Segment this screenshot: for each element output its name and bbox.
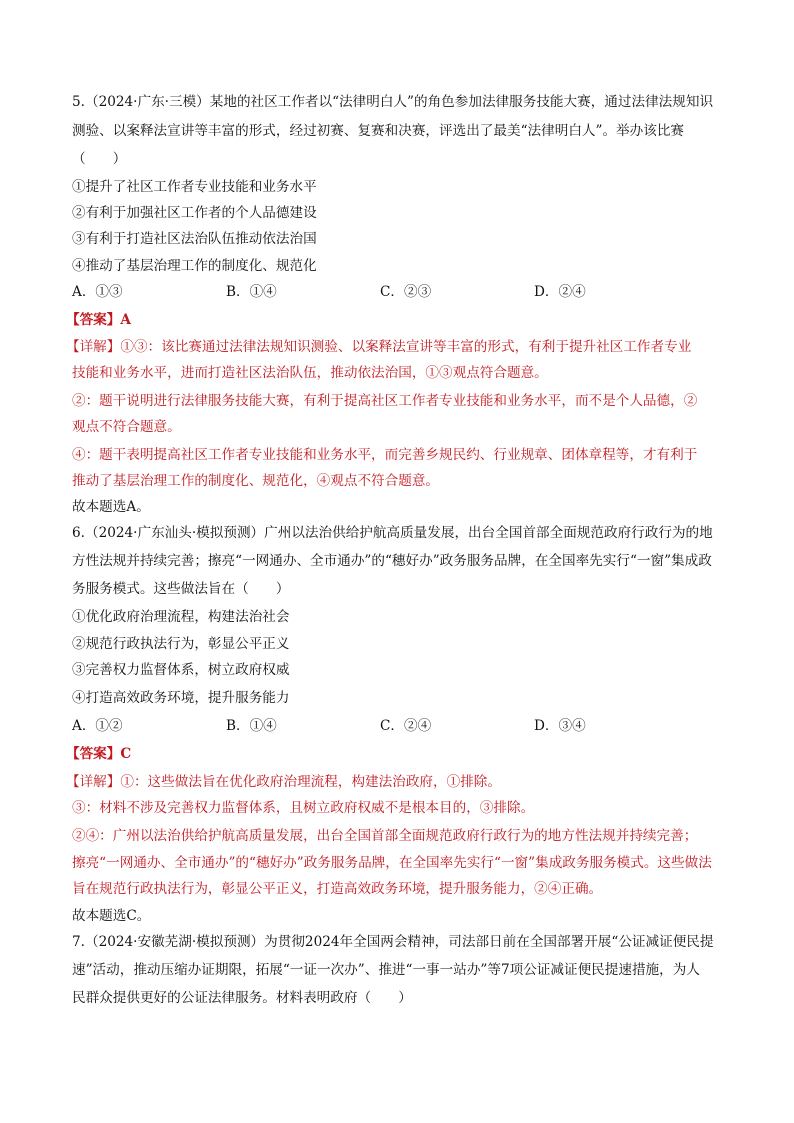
- q6-explain-line-4: 擦亮“一网通办、全市通办”的“穗好办”政务服务品牌，在全国率先实行“一窗”集成政务服务模式。这些做法: [72, 855, 712, 871]
- q6-conclusion: 故本题选C。: [72, 908, 151, 924]
- q6-item-3: ③完善权力监督体系，树立政府权威: [72, 662, 290, 678]
- q5-item-3: ③有利于打造社区法治队伍推动依法治国: [72, 231, 317, 247]
- q5-conclusion: 故本题选A。: [72, 499, 150, 515]
- q6-option-c: C．②④: [380, 718, 432, 734]
- q5-explain-line-1: 【详解】①③：该比赛通过法律法规知识测验、以案释法宣讲等丰富的形式，有利于提升社区工作者专业: [66, 339, 692, 355]
- q5-item-4: ④推动了基层治理工作的制度化、规范化: [72, 258, 317, 274]
- q6-stem-line-3: 务服务模式。这些做法旨在（ ）: [72, 581, 290, 597]
- q6-answer: 【答案】C: [66, 746, 132, 762]
- q5-option-d: D．②④: [534, 284, 586, 300]
- q5-option-a: A．①③: [72, 284, 123, 300]
- q6-option-d: D．③④: [534, 718, 586, 734]
- q5-item-2: ②有利于加强社区工作者的个人品德建设: [72, 205, 317, 221]
- q6-item-4: ④打造高效政务环境，提升服务能力: [72, 690, 290, 706]
- q6-item-1: ①优化政府治理流程，构建法治社会: [72, 609, 290, 625]
- q5-stem-line-2: 测验、以案释法宣讲等丰富的形式，经过初赛、复赛和决赛，评选出了最美“法律明白人”。举办该比赛: [72, 123, 685, 139]
- q5-explain-line-4: 观点不符合题意。: [72, 419, 181, 435]
- q5-stem-line-1: 5.（2024·广东·三模）某地的社区工作者以“法律明白人”的角色参加法律服务技能大赛，通过法律法规知识: [72, 94, 714, 110]
- q5-explain-line-6: 推动了基层治理工作的制度化、规范化，④观点不符合题意。: [72, 473, 440, 489]
- q7-stem-line-1: 7.（2024·安徽芜湖·模拟预测）为贯彻2024年全国两会精神，司法部日前在全国部署开展“公证减证便民提: [72, 934, 714, 950]
- q6-explain-line-2: ③：材料不涉及完善权力监督体系，且树立政府权威不是根本目的，③排除。: [72, 800, 535, 816]
- q5-explain-line-3: ②：题干说明进行法律服务技能大赛，有利于提高社区工作者专业技能和业务水平，而不是个人品德，②: [72, 393, 698, 409]
- q6-explain-line-1: 【详解】①：这些做法旨在优化政府治理流程，构建法治政府，①排除。: [66, 774, 501, 790]
- q5-answer: 【答案】A: [66, 312, 131, 328]
- q5-item-1: ①提升了社区工作者专业技能和业务水平: [72, 179, 317, 195]
- q6-option-a: A．①②: [72, 718, 123, 734]
- q6-explain-line-3: ②④：广州以法治供给护航高质量发展，出台全国首部全面规范政府行政行为的地方性法规并持续完善；: [72, 828, 698, 844]
- q6-stem-line-2: 方性法规并持续完善；擦亮“一网通办、全市通办”的“穗好办”政务服务品牌，在全国率先实行“一窗”集成政: [72, 553, 712, 569]
- q5-explain-line-2: 技能和业务水平，进而打造社区法治队伍，推动依法治国，①③观点符合题意。: [72, 365, 548, 381]
- q6-option-b: B．①④: [226, 718, 277, 734]
- q5-stem-line-3: （ ）: [72, 151, 127, 167]
- q6-stem-line-1: 6.（2024·广东汕头·模拟预测）广州以法治供给护航高质量发展，出台全国首部全面规范政府行政行为的地: [72, 525, 713, 541]
- q7-stem-line-2: 速”活动，推动压缩办证期限，拓展“一证一次办”、推进“一事一站办”等7项公证减证便民提速措施，为人: [72, 962, 700, 978]
- q6-item-2: ②规范行政执法行为，彰显公平正义: [72, 636, 290, 652]
- q5-explain-line-5: ④：题干表明提高社区工作者专业技能和业务水平，而完善乡规民约、行业规章、团体章程等，才有利于: [72, 447, 698, 463]
- q6-explain-line-5: 旨在规范行政执法行为，彰显公平正义，打造高效政务环境，提升服务能力，②④正确。: [72, 881, 603, 897]
- q7-stem-line-3: 民群众提供更好的公证法律服务。材料表明政府（ ）: [72, 990, 412, 1006]
- q5-option-c: C．②③: [380, 284, 432, 300]
- q5-option-b: B．①④: [226, 284, 277, 300]
